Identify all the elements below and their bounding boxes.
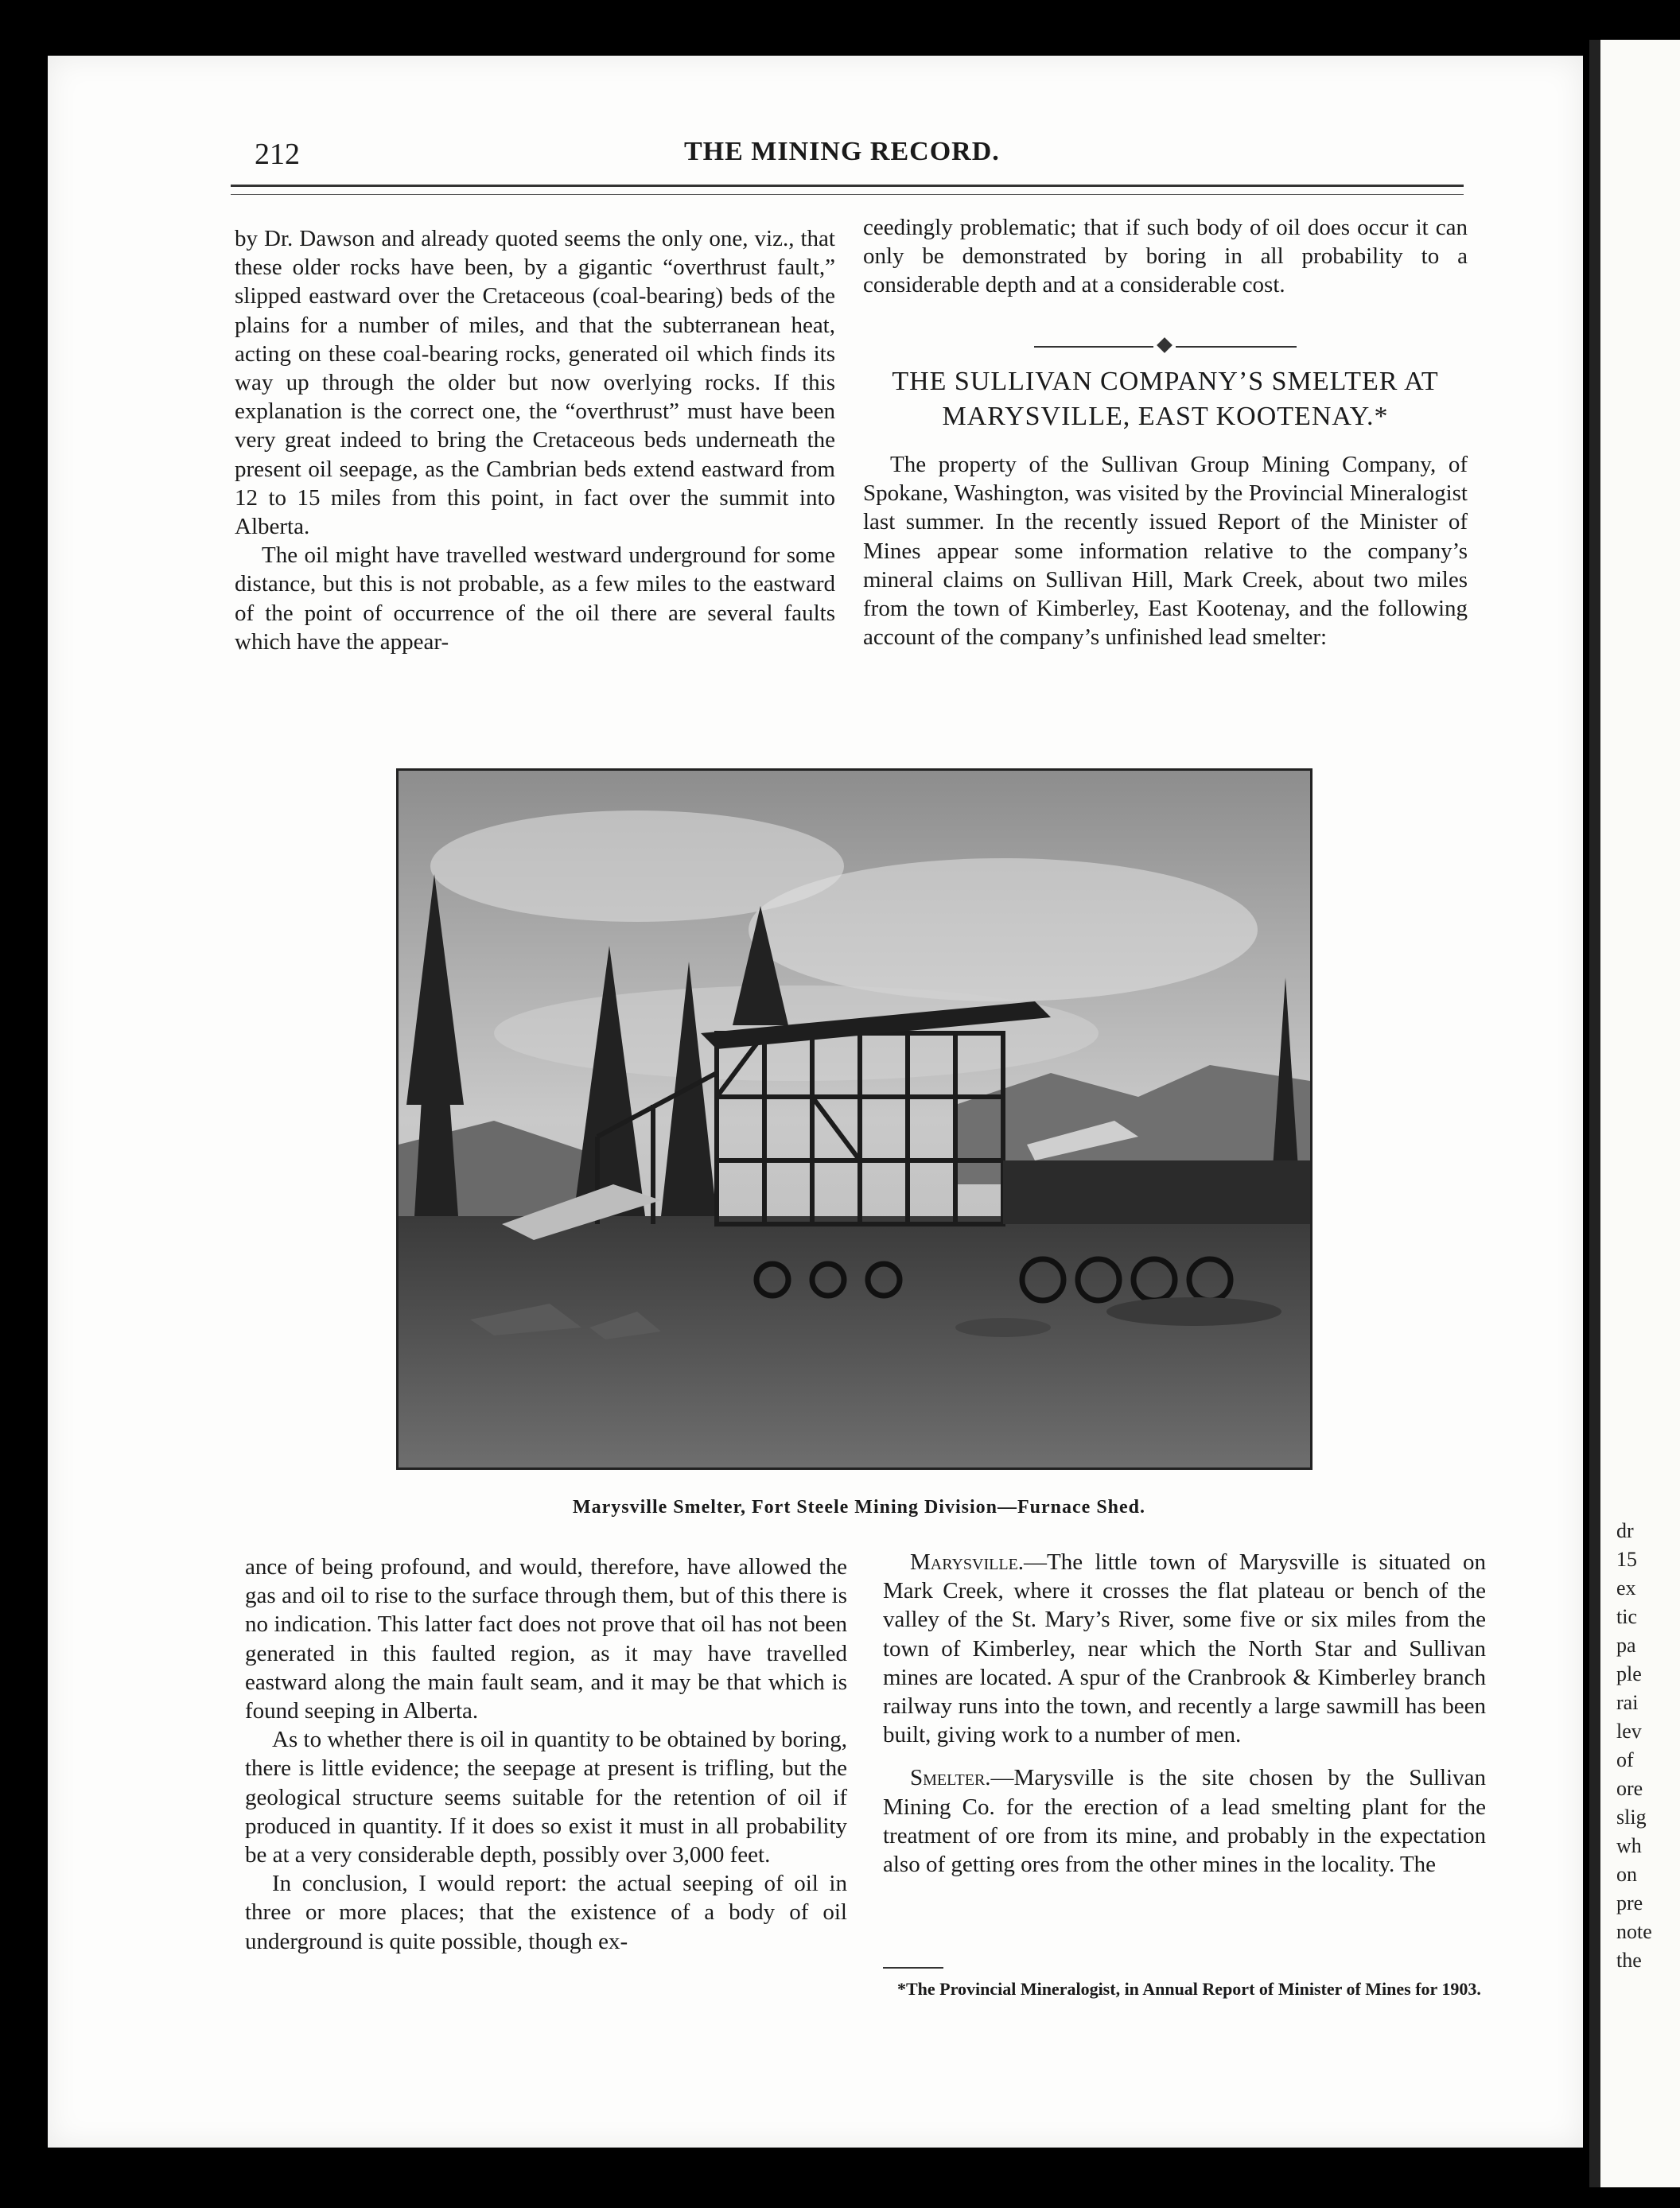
paragraph-smelter	[883, 1763, 1486, 1879]
column-bottom-left	[245, 1553, 847, 1956]
footnote: *The Provincial Mineralogist, in Annual Report of Minister of Mines for 1903.	[897, 1979, 1481, 1999]
edge-fragment: wh	[1616, 1834, 1642, 1857]
column-bottom-right	[883, 1548, 1486, 1879]
header-rule	[231, 185, 1464, 187]
paragraph: ceedingly problematic; that if such body of oil does occur it can only be demonstrated by boring in all probability to a considerable depth and at a considerable cost.	[863, 215, 1468, 298]
edge-fragment: the	[1616, 1949, 1642, 1972]
paragraph: ance of being profound, and would, therefore, have allowed the gas and oil to rise to the surface through them, but of this there is no indication. This latter fact does not prove that oil has not been generated in this faulted region, as it may have travelled eastward along the main fault seam, and it may be that which is found seeping in Alberta.	[245, 1554, 847, 1724]
column-top-left	[235, 224, 835, 656]
column-top-right	[863, 213, 1468, 300]
paragraph: In conclusion, I would report: the actual seeping of oil in three or more places; that the existence of a body of oil underground is quite possible, though ex-	[245, 1871, 847, 1954]
ornament-line	[1034, 346, 1153, 348]
ornament-diamond	[1157, 337, 1172, 353]
edge-fragment: dr	[1616, 1519, 1634, 1542]
edge-fragment: rai	[1616, 1691, 1639, 1714]
section-ornament	[1034, 337, 1297, 356]
paragraph: The property of the Sullivan Group Mining Company, of Spokane, Washington, was visited by the Provincial Mineralogist last summer. In the recently issued Report of the Minister of Mines appear some information relative to the company’s mineral claims on Sullivan Hill, Mark Creek, about two miles from the town of Kimberley, East Kootenay, and the following account of the company’s unfinished lead smelter:	[863, 452, 1468, 651]
edge-fragment: 15	[1616, 1548, 1637, 1571]
edge-fragment: pa	[1616, 1634, 1636, 1657]
edge-fragment: ore	[1616, 1777, 1643, 1800]
edge-fragment: slig	[1616, 1806, 1647, 1829]
paragraph: The oil might have travelled westward underground for some distance, but this is not probable, as a few miles to the eastward of the point of occurrence of the oil there are several faults which have the appear-	[235, 542, 835, 655]
photo-caption: Marysville Smelter, Fort Steele Mining Division—Furnace Shed.	[572, 1497, 1146, 1518]
ornament-line	[1176, 346, 1297, 348]
edge-fragment: ex	[1616, 1576, 1636, 1600]
paragraph-text: —The little town of Marysville is situated on Mark Creek, where it crosses the flat plateau or bench of the valley of the St. Mary’s River, some five or six miles from the town of Kimberley, near which the North Star and Sullivan mines are located. A spur of the Cranbrook & Kimberley branch railway runs into the town, and recently a large sawmill has been built, giving work to a number of men.	[883, 1549, 1486, 1748]
article-title-line: THE SULLIVAN COMPANY’S SMELTER AT	[892, 367, 1439, 396]
section-heading-marysville: Marysville.	[910, 1549, 1025, 1575]
photo-illustration	[399, 771, 1310, 1467]
edge-fragment: on	[1616, 1863, 1637, 1886]
page-header	[255, 137, 1464, 177]
section-heading-smelter: Smelter.	[910, 1765, 991, 1791]
footnote-rule	[883, 1967, 943, 1969]
paragraph: by Dr. Dawson and already quoted seems the only one, viz., that these older rocks have been, by a gigantic “overthrust fault,” slipped eastward over the Cretaceous (coal-bearing) beds of the plains for a number of miles, and that the subterranean heat, acting on these coal-bearing rocks, generated oil which finds its way up through the older but now overlying rocks. If this explanation is the correct one, the “overthrust” must have been very great indeed to bring the Cretaceous beds underneath the present oil seepage, as the Cambrian beds extend eastward from 12 to 15 miles from this point, in fact over the summit into Alberta.	[235, 226, 835, 540]
adjacent-page-edge	[1589, 40, 1680, 2187]
paragraph-marysville	[883, 1548, 1486, 1749]
edge-fragment: of	[1616, 1748, 1634, 1771]
header-rule-thin	[231, 194, 1464, 195]
article-title	[863, 364, 1468, 434]
edge-fragment: tic	[1616, 1605, 1637, 1628]
edge-fragment: ple	[1616, 1662, 1642, 1685]
article-title-line: MARYSVILLE, EAST KOOTENAY.*	[942, 402, 1389, 431]
edge-fragment: lev	[1616, 1720, 1642, 1743]
edge-fragment: pre	[1616, 1891, 1643, 1915]
running-title: THE MINING RECORD.	[684, 137, 1000, 166]
edge-fragment: note	[1616, 1920, 1652, 1943]
page-number: 212	[255, 138, 300, 171]
article-intro	[863, 450, 1468, 651]
smelter-photograph	[396, 768, 1312, 1470]
paragraph: As to whether there is oil in quantity to be obtained by boring, there is little evidence; the seepage at present is trifling, but the geological structure seems suitable for the retention of oil if produced in quantity. If it does so exist it must in all probability be at a very considerable depth, possibly over 3,000 feet.	[245, 1727, 847, 1868]
paragraph-text: —Marysville is the site chosen by the Sullivan Mining Co. for the erection of a lead smelting plant for the treatment of ore from its mine, and probably in the expectation also of getting ores from the other mines in the locality. The	[883, 1765, 1486, 1878]
